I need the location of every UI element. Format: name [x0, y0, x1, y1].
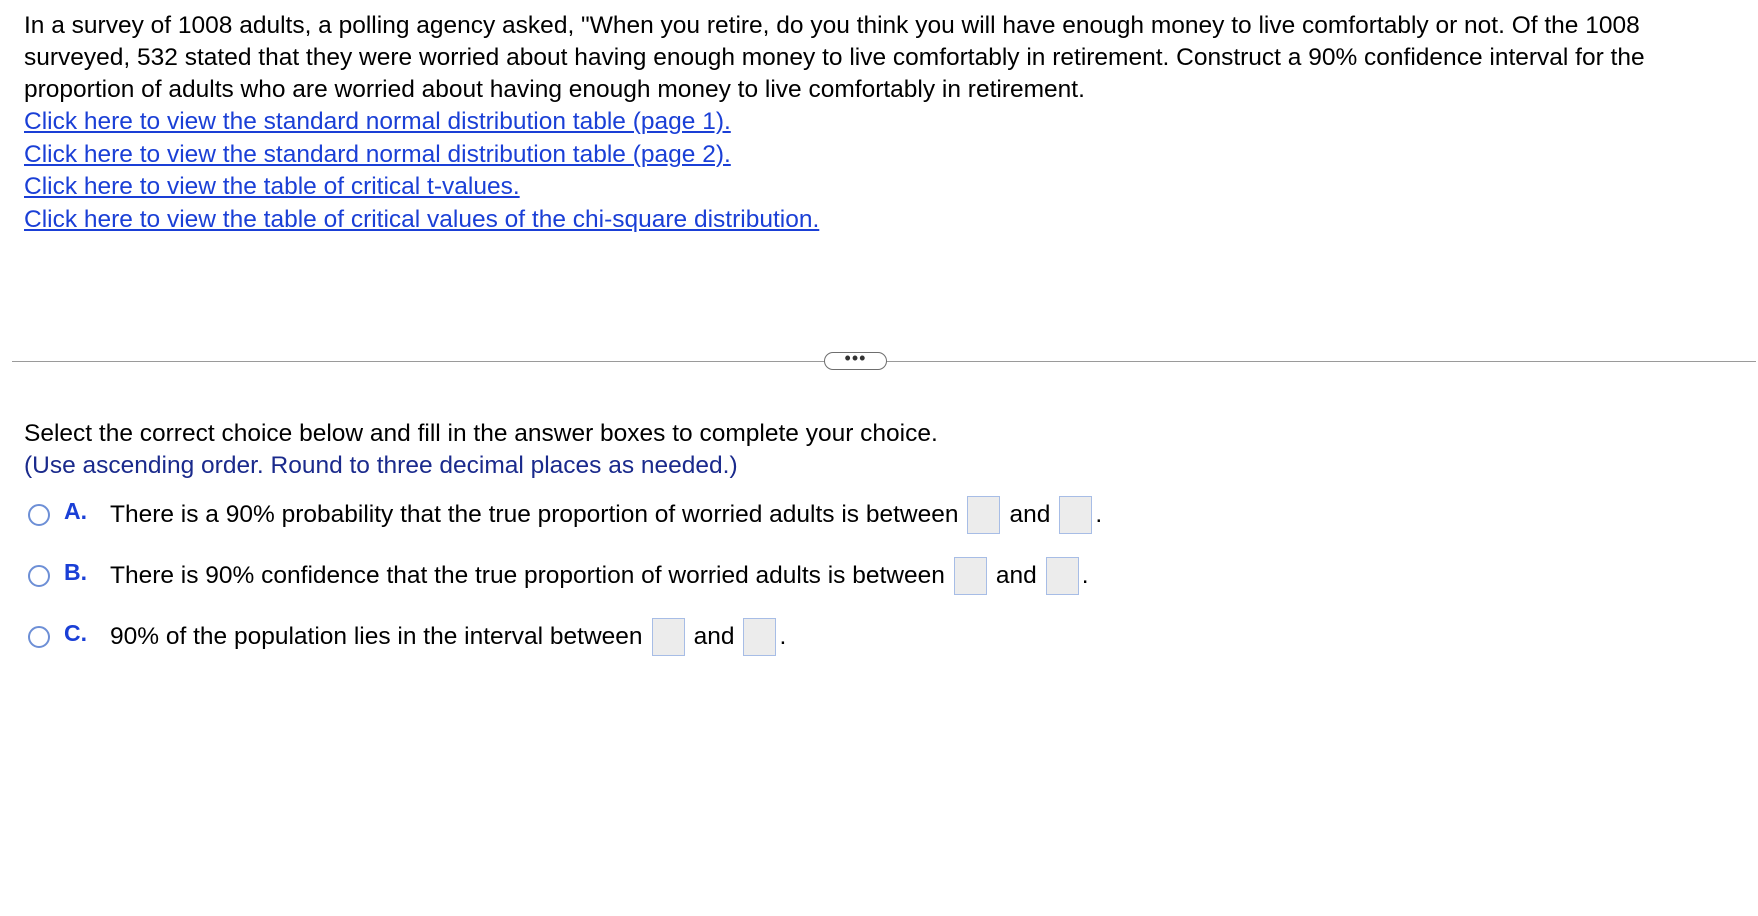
instructions [24, 418, 938, 482]
choice-c[interactable] [28, 617, 786, 657]
choice-a-text: There is a 90% probability that the true proportion of worried adults is between [110, 501, 959, 528]
link-t-values-table[interactable]: Click here to view the table of critical t-values. [24, 173, 520, 200]
choice-a-letter: A. [64, 497, 87, 524]
reference-links [24, 106, 1739, 236]
link-normal-table-page-1[interactable]: Click here to view the standard normal distribution table (page 1). [24, 108, 731, 135]
choice-c-upper-input[interactable] [743, 618, 776, 656]
expand-more-button[interactable] [824, 347, 887, 370]
choice-b-lower-input[interactable] [954, 557, 987, 595]
choice-b-and: and [995, 562, 1037, 589]
ellipsis-icon: ••• [844, 347, 867, 368]
choice-a-period: . [1095, 501, 1103, 528]
choice-c-period: . [779, 623, 787, 650]
choice-c-radio[interactable] [28, 626, 50, 648]
choice-a-radio[interactable] [28, 504, 50, 526]
choice-a-and: and [1009, 501, 1051, 528]
link-normal-table-page-2[interactable]: Click here to view the standard normal distribution table (page 2). [24, 140, 731, 168]
instructions-note: (Use ascending order. Round to three decimal places as needed.) [24, 452, 738, 479]
choice-b[interactable] [28, 556, 1089, 596]
question-text: In a survey of 1008 adults, a polling agency asked, "When you retire, do you think you will have enough money to live comfortably or not. Of the 1008 surveyed, 532 stated that they were worried about having enough money to live comfortably in retirement. Construct a 90% confidence interval for the proportion of adults who are worried about having enough money to live comfortably in retirement. [24, 12, 1645, 103]
link-chi-square-table[interactable]: Click here to view the table of critical values of the chi-square distribution. [24, 205, 820, 233]
choice-c-lower-input[interactable] [652, 618, 685, 656]
choice-b-upper-input[interactable] [1046, 557, 1079, 595]
choice-c-letter: C. [64, 619, 87, 646]
choice-c-and: and [693, 623, 735, 650]
choice-b-radio[interactable] [28, 565, 50, 587]
choice-a[interactable] [28, 495, 1102, 535]
question-text-block [24, 10, 1739, 236]
choice-b-period: . [1081, 562, 1089, 589]
choice-b-letter: B. [64, 558, 87, 585]
choice-c-text: 90% of the population lies in the interval between [110, 623, 643, 650]
choice-b-text: There is 90% confidence that the true proportion of worried adults is between [110, 562, 945, 589]
instructions-main: Select the correct choice below and fill in the answer boxes to complete your choice. [24, 420, 938, 447]
choice-a-upper-input[interactable] [1059, 496, 1092, 534]
choice-a-lower-input[interactable] [967, 496, 1000, 534]
